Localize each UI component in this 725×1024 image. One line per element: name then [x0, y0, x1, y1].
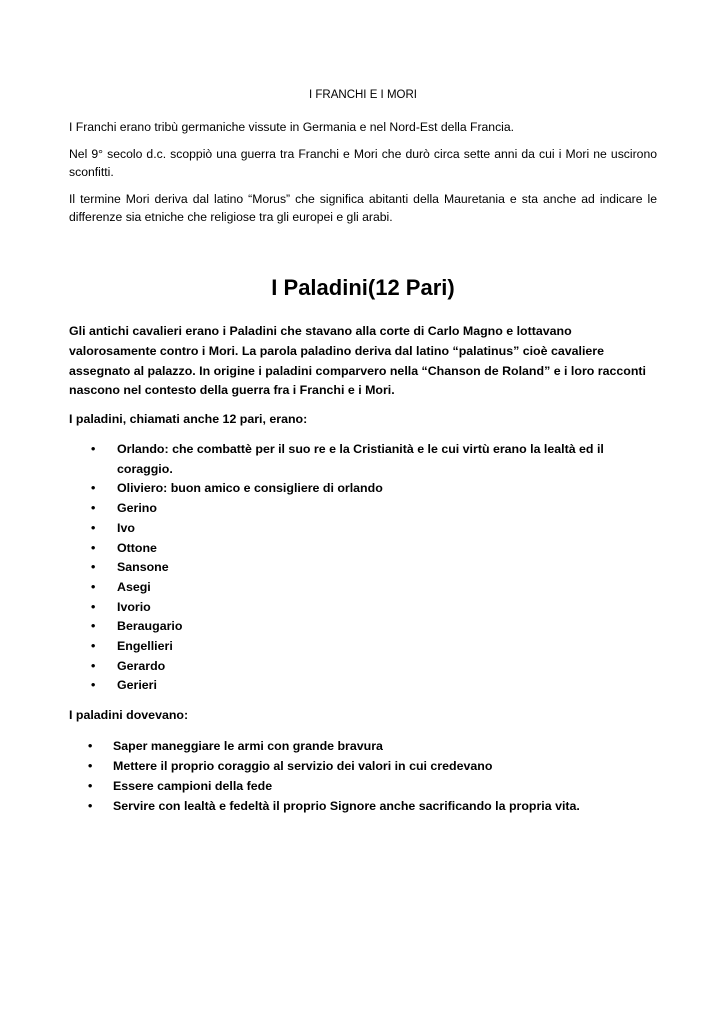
intro-paragraph-franchi: I Franchi erano tribù germaniche vissute in Germania e nel Nord-Est della Francia. — [69, 120, 515, 134]
bullet-icon: • — [91, 501, 96, 516]
bullet-icon: • — [88, 758, 93, 773]
intro-paragraph-mori: Il termine Mori deriva dal latino “Morus” che significa abitanti della Mauretania e sta anche ad indicare le differenze sia etniche che religiose tra gli europei e gli arabi. — [69, 192, 657, 224]
intro-paragraph-war: Nel 9° secolo d.c. scoppiò una guerra tra Franchi e Mori che durò circa sette anni da cui i Mori ne uscirono sconfitti. — [69, 147, 657, 179]
list-item — [91, 558, 657, 578]
list-item — [91, 440, 657, 479]
bullet-icon: • — [88, 738, 93, 753]
duty-text: Servire con lealtà e fedeltà il proprio Signore anche sacrificando la propria vita. — [113, 798, 580, 813]
bullet-icon: • — [91, 441, 96, 456]
bullet-icon: • — [88, 778, 93, 793]
knight-name: Orlando: che combattè per il suo re e la Cristianità e le cui virtù erano la lealtà ed il coraggio. — [117, 441, 604, 476]
bullet-icon: • — [91, 560, 96, 575]
knights-list — [69, 440, 657, 696]
list-item — [91, 617, 657, 637]
duty-text: Saper maneggiare le armi con grande bravura — [113, 738, 383, 753]
list-item — [88, 796, 657, 816]
duty-text: Mettere il proprio coraggio al servizio dei valori in cui credevano — [113, 758, 493, 773]
duty-text: Essere campioni della fede — [113, 778, 273, 793]
knight-name: Engellieri — [117, 639, 173, 654]
paladini-heading: I Paladini(12 Pari) — [271, 275, 455, 300]
list-item — [88, 776, 657, 796]
bullet-icon: • — [91, 678, 96, 693]
bullet-icon: • — [91, 579, 96, 594]
knight-name: Ottone — [117, 540, 157, 555]
bullet-icon: • — [91, 619, 96, 634]
knight-name: Beraugario — [117, 619, 183, 634]
knight-name: Sansone — [117, 560, 169, 575]
bullet-icon: • — [91, 639, 96, 654]
list-item — [91, 479, 657, 499]
bullet-icon: • — [91, 520, 96, 535]
duties-list-intro: I paladini dovevano: — [69, 708, 189, 723]
list-item — [91, 676, 657, 696]
knight-name: Ivorio — [117, 599, 151, 614]
bullet-icon: • — [91, 540, 96, 555]
knight-name: Gerino — [117, 501, 157, 516]
bullet-icon: • — [88, 798, 93, 813]
knight-name: Asegi — [117, 579, 151, 594]
bullet-icon: • — [91, 658, 96, 673]
list-item — [91, 519, 657, 539]
list-item — [91, 598, 657, 618]
knight-name: Gerardo — [117, 658, 166, 673]
section-title: I FRANCHI E I MORI — [309, 89, 417, 101]
list-item — [88, 736, 657, 756]
knight-name: Gerieri — [117, 678, 157, 693]
list-item — [88, 756, 657, 776]
list-item — [91, 539, 657, 559]
duties-list — [69, 736, 657, 816]
list-item — [91, 578, 657, 598]
paladini-description: Gli antichi cavalieri erano i Paladini che stavano alla corte di Carlo Magno e lottavano valorosamente contro i Mori. La parola paladino deriva dal latino “palatinus” cioè cavaliere assegnato al palazzo. In origine i paladini comparvero nella “Chanson de Roland” e i loro racconti nascono nel contesto della guerra fra i Franchi e i Mori. — [69, 324, 646, 398]
knight-name: Oliviero: buon amico e consigliere di orlando — [117, 481, 383, 496]
bullet-icon: • — [91, 599, 96, 614]
knights-list-intro: I paladini, chiamati anche 12 pari, erano: — [69, 412, 308, 427]
list-item — [91, 657, 657, 677]
list-item — [91, 637, 657, 657]
knight-name: Ivo — [117, 520, 135, 535]
list-item — [91, 499, 657, 519]
bullet-icon: • — [91, 481, 96, 496]
